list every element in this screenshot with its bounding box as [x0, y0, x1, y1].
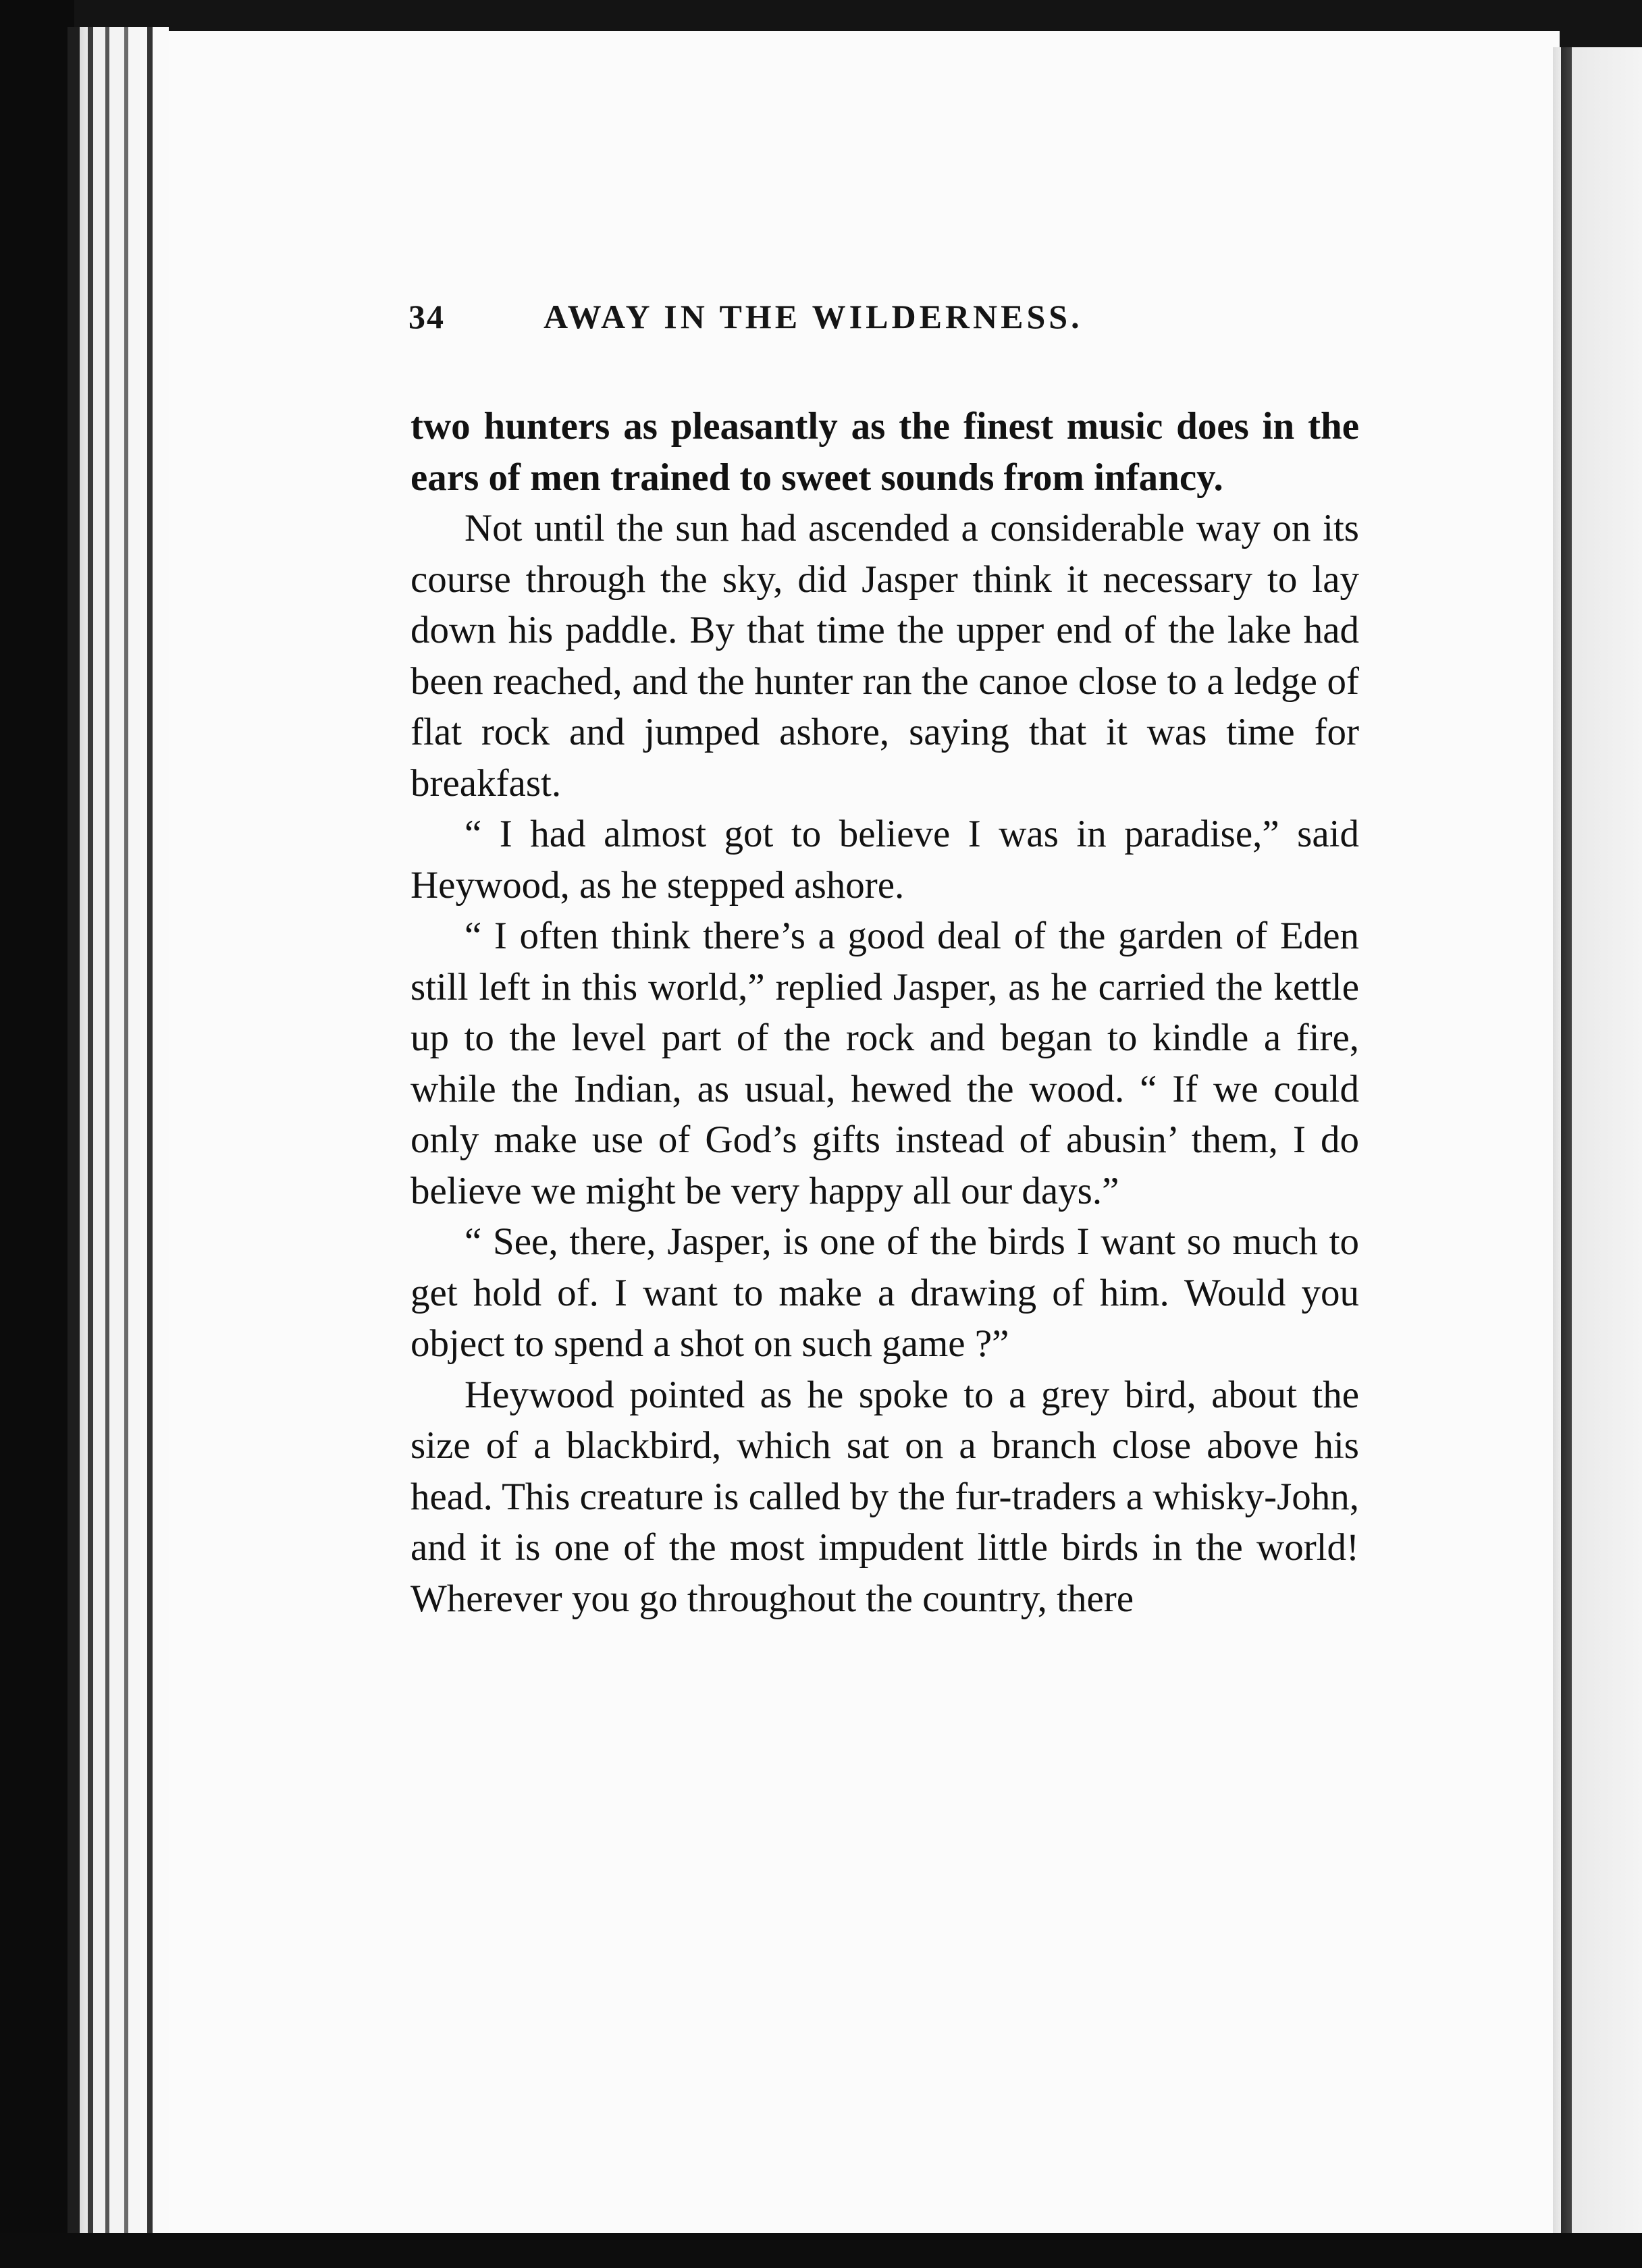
- running-head: [408, 297, 1165, 336]
- paragraph: “ See, there, Jasper, is one of the birds I want so much to get hold of. I want to make a drawing of him. Would you object to spend a shot on such game ?”: [410, 1220, 1359, 1365]
- page-number: 34: [408, 298, 445, 335]
- paragraph: Heywood pointed as he spoke to a grey bird, about the size of a blackbird, which sat on a branch close above his head. This creature is called by the fur-traders a whisky-John, and it is one of the most impudent little birds in the world! Wherever you go throughout the country, there: [410, 1373, 1359, 1620]
- book-page-edges: [68, 27, 169, 2234]
- paragraph: Not until the sun had ascended a considerable way on its course through the sky, did Jasper think it necessary to lay down his paddle. By that time the upper end of the lake had been reached, and the hunter ran the canoe close to a ledge of flat rock and jumped ashore, saying that it was time for breakfast.: [410, 507, 1359, 805]
- running-title: AWAY IN THE WILDERNESS.: [544, 298, 1083, 335]
- paragraph: “ I had almost got to believe I was in paradise,” said Heywood, as he stepped ashore.: [410, 813, 1359, 907]
- paragraph-continuation: two hunters as pleasantly as the finest music does in the ears of men trained to sweet sounds from infancy.: [410, 405, 1359, 499]
- left-scan-margin: [0, 0, 74, 2268]
- body-text: [410, 401, 1359, 1624]
- paragraph: “ I often think there’s a good deal of the garden of Eden still left in this world,” replied Jasper, as he carried the kettle up to the level part of the rock and began to kindle a fire, while the Indian, as usual, hewed the wood. “ If we could only make use of God’s gifts instead of abusin’ them, I do believe we might be very happy all our days.”: [410, 915, 1359, 1212]
- bottom-scan-margin: [0, 2233, 1642, 2268]
- facing-page-edge: [1553, 47, 1642, 2234]
